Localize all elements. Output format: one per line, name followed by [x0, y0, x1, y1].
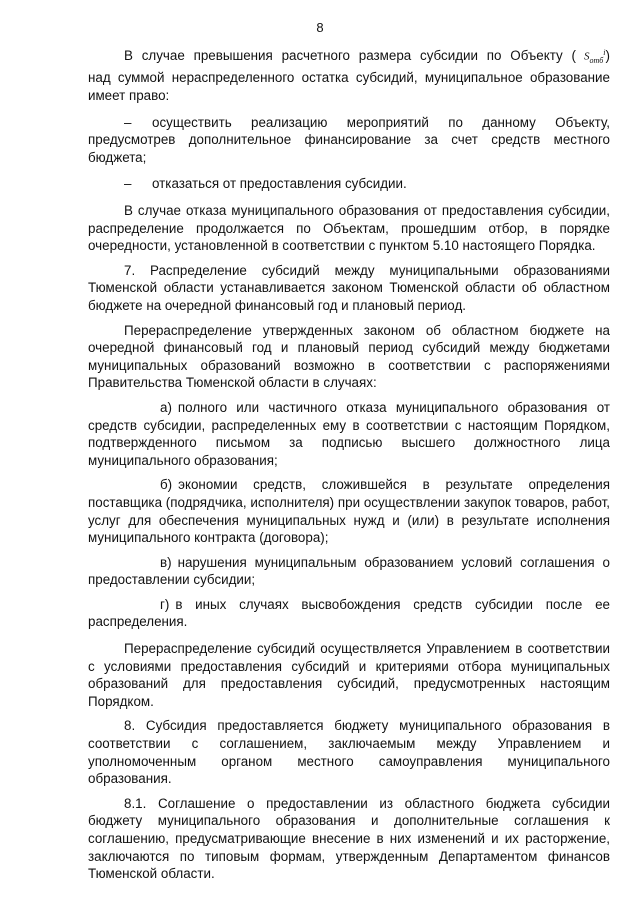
list-item-text: нарушения муниципальным образованием условий соглашения о предоставлении субсидии;: [88, 554, 610, 588]
paragraph-subsidy-excess-rest: над суммой нераспределенного остатка субсидий, муниципальное образование имеет право:: [88, 70, 610, 104]
paragraph-refusal: В случае отказа муниципального образования от предоставления субсидии, распределение продолжается по Объектам, прошедшим отбор, в порядке очередности, установленной в соответствии с пунктом 5.10 настоящего Порядка.: [88, 203, 610, 254]
page-number: 8: [316, 20, 324, 35]
paragraph-redistribution-procedure: Перераспределение субсидий осуществляется Управлением в соответствии с условиями предоставления субсидий и критериями отбора муниципальных образований для предоставления субсидий, предусмотренных настоящим Порядком.: [88, 641, 610, 709]
formula-superscript: i: [603, 48, 606, 57]
list-item-dash-2: [88, 175, 610, 193]
formula-s-omb-i: [584, 44, 606, 69]
list-item-g: [88, 596, 610, 631]
paragraph-section-8-1: 8.1. Соглашение о предоставлении из областного бюджета субсидии бюджету муниципального образования и дополнительные соглашения к соглашению, предусматривающие внесение в них изменений и их расторжение, заключаются по типовым формам, утвержденным Департаментом финансов Тюменской области.: [88, 795, 610, 882]
document-body: [88, 44, 610, 883]
list-marker: а): [160, 399, 172, 415]
paragraph-subsidy-excess-first-line: [88, 44, 610, 69]
list-item-b: [88, 476, 610, 546]
dash-marker: –: [124, 114, 132, 130]
formula-subscript: omб: [589, 55, 604, 65]
dash-marker: –: [124, 176, 132, 192]
list-item-text: полного или частичного отказа муниципального образования от средств субсидии, распределенных ему в соответствии с настоящим Порядком, подтвержденного письмом за подписью высшего должностного лица муниципального образования;: [88, 399, 610, 468]
list-marker: г): [160, 596, 170, 612]
paragraph-text-close: ): [605, 47, 610, 63]
list-item-v: [88, 554, 610, 589]
list-item-a: [88, 399, 610, 469]
list-item-text: в иных случаях высвобождения средств субсидии после ее распределения.: [88, 596, 610, 630]
list-item-text: осуществить реализацию мероприятий по данному Объекту, предусмотрев дополнительное финансирование за счет средств местного бюджета;: [88, 114, 610, 165]
list-item-dash-1: [88, 114, 610, 167]
paragraph-section-7: 7. Распределение субсидий между муниципальными образованиями Тюменской области устанавливается законом Тюменской области об областном бюджете на очередной финансовый год и плановый период.: [88, 262, 610, 313]
list-marker: в): [160, 554, 172, 570]
paragraph-section-8: 8. Субсидия предоставляется бюджету муниципального образования в соответствии с соглашением, заключаемым между Управлением и уполномоченным органом местного самоуправления муниципального образования.: [88, 718, 610, 787]
list-item-text: экономии средств, сложившейся в результате определения поставщика (подрядчика, исполнителя) при осуществлении закупок товаров, работ, услуг для обеспечения муниципальных нужд и (или) в результате исполнения муниципального контракта (договора);: [88, 477, 610, 546]
paragraph-text: В случае превышения расчетного размера субсидии по Объекту (: [124, 47, 576, 63]
list-item-text: отказаться от предоставления субсидии.: [152, 176, 407, 192]
paragraph-redistribution: Перераспределение утвержденных законом об областном бюджете на очередной финансовый год и плановый период субсидий между бюджетами муниципальных образований возможно в соответствии с распоряжениями Правительства Тюменской области в случаях:: [88, 322, 610, 391]
list-marker: б): [160, 477, 173, 493]
formula-base: S: [583, 50, 590, 63]
